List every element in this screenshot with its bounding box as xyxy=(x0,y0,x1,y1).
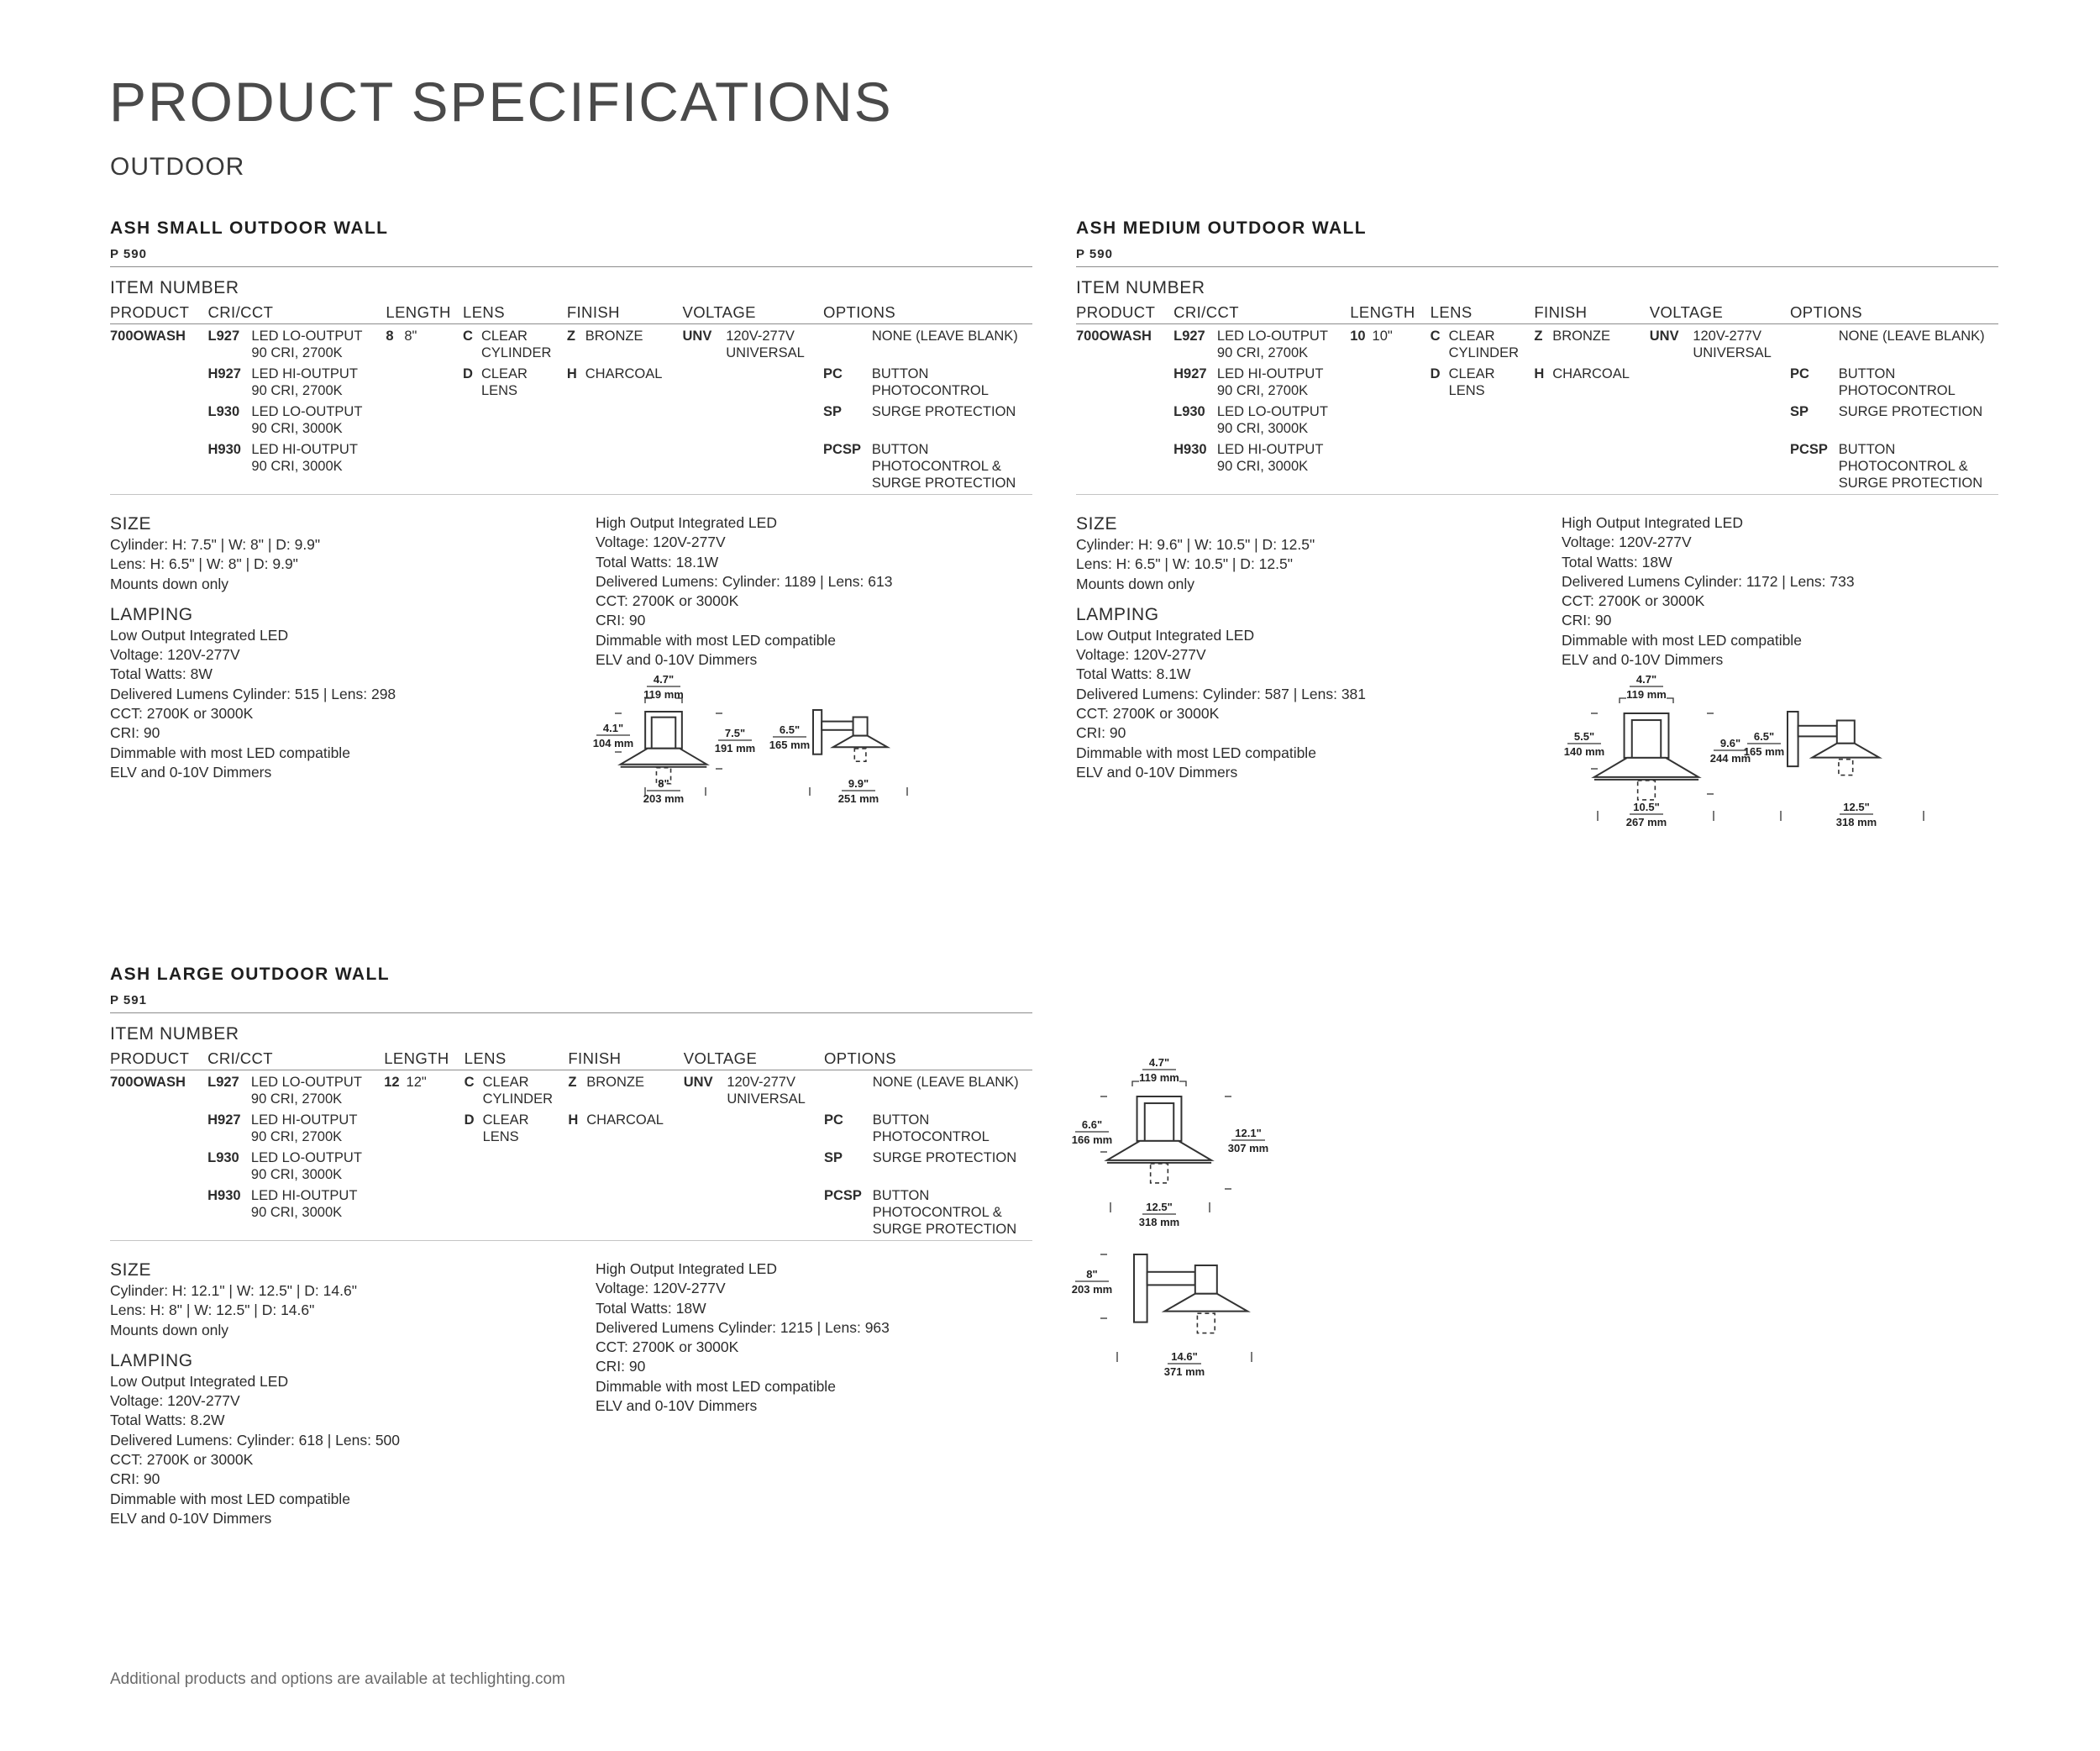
lens-height-label-in: 6.6" xyxy=(1081,1118,1103,1131)
column-header-length: LENGTH xyxy=(1350,303,1430,324)
cylinder-window xyxy=(1632,720,1662,758)
options-desc: BUTTON PHOTOCONTROL & SURGE PROTECTION xyxy=(872,1188,1017,1237)
cri_cct-code: L930 xyxy=(1173,404,1205,419)
table-row xyxy=(1076,324,1998,362)
column-header-cri-cct: CRI/CCT xyxy=(207,1049,384,1070)
size-line: Cylinder: H: 9.6" | W: 10.5" | D: 12.5" xyxy=(1076,536,1315,553)
column-header-length: LENGTH xyxy=(386,303,463,324)
high-output-line: CCT: 2700K or 3000K xyxy=(596,592,739,610)
cri_cct-desc: LED HI-OUTPUT 90 CRI, 3000K xyxy=(251,442,358,474)
length-desc: 10" xyxy=(1372,329,1393,344)
wall-plate-shape xyxy=(1788,712,1798,766)
item-number-table xyxy=(1076,303,1998,492)
depth-label-mm: 318 mm xyxy=(1835,816,1877,828)
product-title: ASH SMALL OUTDOOR WALL xyxy=(110,218,389,238)
base-width-label-mm: 318 mm xyxy=(1138,1216,1180,1228)
column-header-length: LENGTH xyxy=(384,1049,464,1070)
wall-plate-shape xyxy=(1134,1254,1147,1322)
high-output-column xyxy=(1562,513,1965,670)
cri_cct-desc: LED HI-OUTPUT 90 CRI, 3000K xyxy=(1216,442,1324,474)
options-desc: BUTTON PHOTOCONTROL & SURGE PROTECTION xyxy=(1838,442,1983,491)
high-output-line: Total Watts: 18W xyxy=(1562,553,1672,571)
lens-dashed-outline xyxy=(854,749,866,761)
high-output-column xyxy=(596,1259,999,1416)
cylinder-shape xyxy=(853,718,868,736)
item-number-heading: ITEM NUMBER xyxy=(1076,278,1205,297)
lens-code: C xyxy=(463,329,473,344)
lamping-heading: LAMPING xyxy=(110,604,193,624)
cri_cct-desc: LED HI-OUTPUT 90 CRI, 2700K xyxy=(251,366,358,398)
finish-desc: BRONZE xyxy=(1552,329,1610,344)
length-code: 12 xyxy=(384,1075,400,1090)
lens-shade xyxy=(1107,1141,1211,1160)
options-code xyxy=(823,324,872,362)
lens-height-label-in: 4.1" xyxy=(602,722,624,734)
lens-code: D xyxy=(463,366,473,381)
options-desc: BUTTON PHOTOCONTROL & SURGE PROTECTION xyxy=(871,442,1016,491)
column-header-finish: FINISH xyxy=(567,303,683,324)
low-output-line: Low Output Integrated LED xyxy=(110,626,289,644)
arm-shape xyxy=(1798,726,1837,737)
options-desc: SURGE PROTECTION xyxy=(1838,404,1983,419)
options-code: PCSP xyxy=(823,1188,862,1203)
arm-shape xyxy=(822,722,853,730)
column-header-product: PRODUCT xyxy=(110,303,208,324)
table-row xyxy=(1076,437,1998,492)
lens-height-label-mm: 166 mm xyxy=(1071,1133,1113,1146)
divider xyxy=(110,266,1032,267)
cylinder-height-label-in: 7.5" xyxy=(724,727,746,739)
size-line: Mounts down only xyxy=(110,575,229,592)
low-output-line: Dimmable with most LED compatible xyxy=(1076,744,1316,761)
cri_cct-code: H927 xyxy=(207,366,241,381)
options-code: PC xyxy=(823,1112,843,1128)
size-heading: SIZE xyxy=(110,514,152,534)
column-header-product: PRODUCT xyxy=(110,1049,207,1070)
item-number-table xyxy=(110,303,1032,492)
options-code: PC xyxy=(823,366,843,381)
product-code: 700OWASH xyxy=(110,1075,186,1090)
options-code: SP xyxy=(823,404,843,419)
front-width-label-in: 4.7" xyxy=(1148,1056,1170,1069)
finish-code: Z xyxy=(1534,329,1543,344)
cri_cct-desc: LED HI-OUTPUT 90 CRI, 2700K xyxy=(1216,366,1324,398)
high-output-line: Dimmable with most LED compatible xyxy=(596,631,836,649)
size-heading: SIZE xyxy=(1076,514,1118,534)
arm-shape xyxy=(1147,1272,1195,1286)
high-output-line: CRI: 90 xyxy=(596,612,646,629)
cri_cct-desc: LED HI-OUTPUT 90 CRI, 2700K xyxy=(250,1112,358,1144)
options-desc: BUTTON PHOTOCONTROL xyxy=(1838,366,1956,398)
size-line: Lens: H: 8" | W: 12.5" | D: 14.6" xyxy=(110,1301,315,1319)
side-height-label-in: 6.5" xyxy=(1753,730,1775,743)
depth-label-in: 9.9" xyxy=(848,777,869,790)
base-width-label-in: 8" xyxy=(658,777,669,790)
depth-label-in: 14.6" xyxy=(1171,1350,1198,1363)
cylinder-height-label-mm: 244 mm xyxy=(1709,752,1751,765)
product-title: ASH MEDIUM OUTDOOR WALL xyxy=(1076,218,1368,238)
low-output-line: CRI: 90 xyxy=(110,724,160,742)
voltage-code: UNV xyxy=(683,1075,713,1090)
size-lamping-column xyxy=(110,513,564,782)
cri_cct-desc: LED LO-OUTPUT 90 CRI, 3000K xyxy=(1216,404,1328,436)
high-output-line: Total Watts: 18W xyxy=(596,1299,706,1317)
dimension-tick xyxy=(1132,1081,1139,1086)
page-subtitle: OUTDOOR xyxy=(110,153,245,181)
side-height-label-mm: 165 mm xyxy=(769,739,811,751)
high-output-line: Voltage: 120V-277V xyxy=(596,534,726,551)
size-heading: SIZE xyxy=(110,1260,152,1280)
lens-code: D xyxy=(464,1112,475,1128)
options-code xyxy=(1790,324,1839,362)
voltage-desc: 120V-277V UNIVERSAL xyxy=(727,1075,806,1107)
dimension-tick xyxy=(1179,1081,1186,1086)
table-row xyxy=(110,324,1032,362)
cylinder-window xyxy=(1145,1103,1174,1141)
side-view-drawing xyxy=(1134,1254,1247,1333)
high-output-line: ELV and 0-10V Dimmers xyxy=(1562,651,1724,669)
front-width-label-mm: 119 mm xyxy=(1139,1071,1179,1084)
dimension-drawings xyxy=(588,670,924,817)
high-output-line: ELV and 0-10V Dimmers xyxy=(596,1397,758,1415)
lens-shade xyxy=(1812,744,1879,758)
options-code: SP xyxy=(823,1150,843,1165)
size-line: Cylinder: H: 7.5" | W: 8" | D: 9.9" xyxy=(110,536,321,553)
lens-shade xyxy=(621,749,707,765)
lens-code: C xyxy=(1430,329,1441,344)
side-height-label-mm: 203 mm xyxy=(1071,1283,1113,1296)
cylinder-shape xyxy=(1837,721,1855,744)
column-header-options: OPTIONS xyxy=(1790,303,1998,324)
column-header-finish: FINISH xyxy=(1534,303,1649,324)
column-header-lens: LENS xyxy=(463,303,567,324)
table-row xyxy=(110,1145,1032,1183)
cri_cct-desc: LED HI-OUTPUT 90 CRI, 3000K xyxy=(250,1188,358,1220)
dimension-tick xyxy=(1620,698,1626,703)
table-row xyxy=(110,1070,1032,1108)
high-output-line: CCT: 2700K or 3000K xyxy=(596,1338,739,1356)
side-height-label-in: 8" xyxy=(1086,1268,1098,1280)
cri_cct-code: L927 xyxy=(207,1075,239,1090)
front-width-label-in: 4.7" xyxy=(1635,673,1657,686)
divider xyxy=(110,1012,1032,1013)
size-line: Mounts down only xyxy=(110,1321,229,1338)
low-output-line: Delivered Lumens: Cylinder: 587 | Lens: 381 xyxy=(1076,685,1367,702)
table-row xyxy=(110,1183,1032,1238)
base-width-label-mm: 203 mm xyxy=(643,792,685,805)
size-line: Mounts down only xyxy=(1076,575,1195,592)
finish-desc: BRONZE xyxy=(585,329,643,344)
high-output-line: Delivered Lumens Cylinder: 1215 | Lens: 963 xyxy=(596,1318,890,1336)
options-desc: NONE (LEAVE BLANK) xyxy=(872,1075,1019,1090)
options-desc: SURGE PROTECTION xyxy=(872,1150,1017,1165)
low-output-line: CCT: 2700K or 3000K xyxy=(1076,705,1220,723)
cri_cct-desc: LED LO-OUTPUT 90 CRI, 2700K xyxy=(251,329,363,360)
finish-code: H xyxy=(566,366,577,381)
product-ash-large xyxy=(110,965,1032,1527)
base-width-label-in: 10.5" xyxy=(1633,801,1660,813)
lens-dashed-outline xyxy=(1839,760,1853,776)
low-output-line: Voltage: 120V-277V xyxy=(1076,646,1206,664)
lens-desc: CLEAR CYLINDER xyxy=(1448,329,1519,360)
cri_cct-desc: LED LO-OUTPUT 90 CRI, 3000K xyxy=(251,404,363,436)
cri_cct-code: L930 xyxy=(207,1150,239,1165)
lens-height-label-mm: 140 mm xyxy=(1563,745,1605,758)
high-output-line: High Output Integrated LED xyxy=(596,1260,777,1277)
high-output-line: Delivered Lumens Cylinder: 1172 | Lens: 733 xyxy=(1562,572,1855,590)
low-output-line: ELV and 0-10V Dimmers xyxy=(1076,763,1238,781)
low-output-line: ELV and 0-10V Dimmers xyxy=(110,763,272,781)
high-output-line: Dimmable with most LED compatible xyxy=(1562,631,1802,649)
low-output-line: CRI: 90 xyxy=(1076,724,1126,742)
finish-desc: CHARCOAL xyxy=(1552,366,1630,381)
voltage-code: UNV xyxy=(682,329,712,344)
high-output-line: CRI: 90 xyxy=(1562,612,1612,629)
lens-desc: CLEAR CYLINDER xyxy=(482,1075,553,1107)
cri_cct-code: H927 xyxy=(1173,366,1207,381)
options-code: SP xyxy=(1789,404,1809,419)
finish-code: Z xyxy=(568,1075,577,1090)
low-output-line: Voltage: 120V-277V xyxy=(110,646,240,664)
options-code xyxy=(824,1070,873,1108)
high-output-line: Delivered Lumens: Cylinder: 1189 | Lens: 613 xyxy=(596,572,893,590)
options-desc: NONE (LEAVE BLANK) xyxy=(1838,329,1985,344)
item-number-heading: ITEM NUMBER xyxy=(110,1024,239,1044)
depth-label-mm: 251 mm xyxy=(837,792,879,805)
size-line: Lens: H: 6.5" | W: 10.5" | D: 12.5" xyxy=(1076,555,1293,573)
lens-height-label-mm: 104 mm xyxy=(592,737,634,749)
column-header-cri-cct: CRI/CCT xyxy=(208,303,386,324)
lens-code: D xyxy=(1430,366,1441,381)
table-row xyxy=(1076,399,1998,437)
lens-dashed-outline xyxy=(1638,781,1656,800)
high-output-line: ELV and 0-10V Dimmers xyxy=(596,651,758,669)
side-height-label-mm: 165 mm xyxy=(1743,745,1785,758)
voltage-code: UNV xyxy=(1649,329,1679,344)
high-output-line: High Output Integrated LED xyxy=(1562,514,1743,531)
high-output-line: CRI: 90 xyxy=(596,1358,646,1375)
page-reference: P 591 xyxy=(110,993,147,1007)
cri_cct-desc: LED LO-OUTPUT 90 CRI, 2700K xyxy=(1216,329,1328,360)
side-view-drawing xyxy=(1788,712,1879,776)
high-output-line: CCT: 2700K or 3000K xyxy=(1562,592,1705,610)
size-line: Lens: H: 6.5" | W: 8" | D: 9.9" xyxy=(110,555,298,573)
options-desc: BUTTON PHOTOCONTROL xyxy=(871,366,989,398)
lens-dashed-outline xyxy=(1151,1164,1168,1183)
lamping-heading: LAMPING xyxy=(1076,604,1159,624)
low-output-line: Low Output Integrated LED xyxy=(110,1372,289,1390)
low-output-line: Low Output Integrated LED xyxy=(1076,626,1255,644)
column-header-voltage: VOLTAGE xyxy=(682,303,823,324)
length-desc: 8" xyxy=(404,329,417,344)
lens-code: C xyxy=(464,1075,475,1090)
cri_cct-code: H927 xyxy=(207,1112,241,1128)
high-output-line: Dimmable with most LED compatible xyxy=(596,1377,836,1395)
column-header-cri-cct: CRI/CCT xyxy=(1173,303,1350,324)
options-code: PC xyxy=(1789,366,1809,381)
cylinder-height-label-mm: 191 mm xyxy=(714,742,756,755)
front-view-drawing xyxy=(1107,1096,1211,1183)
low-output-line: Total Watts: 8W xyxy=(110,665,213,683)
lens-desc: CLEAR LENS xyxy=(1448,366,1495,398)
depth-label-in: 12.5" xyxy=(1843,801,1870,813)
table-row xyxy=(110,399,1032,437)
cri_cct-code: L927 xyxy=(1173,329,1205,344)
page-reference: P 590 xyxy=(1076,247,1113,261)
low-output-line: Total Watts: 8.2W xyxy=(110,1412,225,1429)
high-output-line: Voltage: 120V-277V xyxy=(1562,534,1692,551)
low-output-line: CCT: 2700K or 3000K xyxy=(110,1451,254,1469)
finish-desc: BRONZE xyxy=(586,1075,644,1090)
lamping-heading: LAMPING xyxy=(110,1350,193,1370)
footer-note: Additional products and options are available at techlighting.com xyxy=(110,1670,565,1688)
low-output-line: ELV and 0-10V Dimmers xyxy=(110,1509,272,1527)
product-title: ASH LARGE OUTDOOR WALL xyxy=(110,965,390,984)
table-row xyxy=(1076,361,1998,399)
cri_cct-desc: LED LO-OUTPUT 90 CRI, 3000K xyxy=(250,1150,362,1182)
low-output-line: Dimmable with most LED compatible xyxy=(110,1490,350,1507)
size-lamping-column xyxy=(1076,513,1530,782)
lens-desc: CLEAR CYLINDER xyxy=(480,329,552,360)
page-title: PRODUCT SPECIFICATIONS xyxy=(109,71,893,133)
lens-desc: CLEAR LENS xyxy=(480,366,528,398)
cri_cct-code: H930 xyxy=(207,1188,241,1203)
column-header-voltage: VOLTAGE xyxy=(684,1049,824,1070)
cri_cct-code: H930 xyxy=(1173,442,1207,457)
finish-desc: CHARCOAL xyxy=(586,1112,664,1128)
options-code: PCSP xyxy=(1789,442,1828,457)
low-output-line: CCT: 2700K or 3000K xyxy=(110,705,254,723)
high-output-line: Total Watts: 18.1W xyxy=(596,553,719,571)
column-header-voltage: VOLTAGE xyxy=(1650,303,1790,324)
finish-desc: CHARCOAL xyxy=(585,366,663,381)
front-view-drawing xyxy=(1594,713,1698,800)
voltage-desc: 120V-277V UNIVERSAL xyxy=(1693,329,1772,360)
table-row xyxy=(110,437,1032,492)
cylinder-shape xyxy=(1195,1265,1217,1294)
size-line: Cylinder: H: 12.1" | W: 12.5" | D: 14.6" xyxy=(110,1282,357,1299)
lens-shade xyxy=(1594,758,1698,777)
length-code: 10 xyxy=(1350,329,1366,344)
dimension-drawings xyxy=(1067,1053,1302,1397)
cri_cct-code: L927 xyxy=(207,329,240,344)
lens-shade xyxy=(833,736,888,748)
base-width-label-in: 12.5" xyxy=(1146,1201,1173,1213)
item-number-heading: ITEM NUMBER xyxy=(110,278,239,297)
column-header-lens: LENS xyxy=(1431,303,1535,324)
high-output-column xyxy=(596,513,999,670)
specs-section xyxy=(110,1241,1032,1527)
lens-desc: CLEAR LENS xyxy=(482,1112,529,1144)
cylinder-window xyxy=(652,718,676,749)
low-output-line: Delivered Lumens Cylinder: 515 | Lens: 298 xyxy=(110,685,396,702)
column-header-product: PRODUCT xyxy=(1076,303,1173,324)
cylinder-height-label-mm: 307 mm xyxy=(1227,1142,1269,1154)
high-output-line: Voltage: 120V-277V xyxy=(596,1280,726,1297)
item-number-table xyxy=(110,1049,1032,1238)
low-output-line: Voltage: 120V-277V xyxy=(110,1392,240,1410)
low-output-line: Delivered Lumens: Cylinder: 618 | Lens: 500 xyxy=(110,1431,401,1449)
product-code: 700OWASH xyxy=(1076,329,1152,344)
dimension-tick xyxy=(1667,698,1673,703)
high-output-line: High Output Integrated LED xyxy=(596,514,777,531)
finish-code: H xyxy=(1534,366,1545,381)
lens-shade xyxy=(1164,1294,1247,1312)
product-code: 700OWASH xyxy=(110,329,186,344)
divider xyxy=(1076,266,1998,267)
column-header-options: OPTIONS xyxy=(823,303,1032,324)
low-output-line: Dimmable with most LED compatible xyxy=(110,744,350,761)
finish-code: H xyxy=(568,1112,579,1128)
front-width-label-mm: 119 mm xyxy=(643,688,684,701)
front-width-label-in: 4.7" xyxy=(653,673,675,686)
cylinder-height-label-in: 9.6" xyxy=(1719,737,1741,749)
lens-dashed-outline xyxy=(1197,1313,1215,1333)
finish-code: Z xyxy=(566,329,575,344)
side-height-label-in: 6.5" xyxy=(779,723,801,736)
base-width-label-mm: 267 mm xyxy=(1625,816,1667,828)
length-desc: 12" xyxy=(406,1075,427,1090)
options-desc: SURGE PROTECTION xyxy=(871,404,1016,419)
size-lamping-column xyxy=(110,1259,564,1528)
low-output-line: CRI: 90 xyxy=(110,1470,160,1488)
voltage-desc: 120V-277V UNIVERSAL xyxy=(726,329,805,360)
lens-height-label-in: 5.5" xyxy=(1573,730,1595,743)
dimension-drawings xyxy=(1554,670,1957,838)
options-desc: BUTTON PHOTOCONTROL xyxy=(872,1112,990,1144)
front-width-label-mm: 119 mm xyxy=(1626,688,1667,701)
options-desc: NONE (LEAVE BLANK) xyxy=(871,329,1018,344)
side-view-drawing xyxy=(813,710,887,761)
page-reference: P 590 xyxy=(110,247,147,261)
options-code: PCSP xyxy=(823,442,861,457)
table-row xyxy=(110,1107,1032,1145)
depth-label-mm: 371 mm xyxy=(1163,1365,1205,1378)
cylinder-height-label-in: 12.1" xyxy=(1235,1127,1262,1139)
cri_cct-code: L930 xyxy=(207,404,240,419)
cri_cct-code: H930 xyxy=(207,442,241,457)
column-header-options: OPTIONS xyxy=(824,1049,1032,1070)
low-output-line: Total Watts: 8.1W xyxy=(1076,665,1191,683)
cri_cct-desc: LED LO-OUTPUT 90 CRI, 2700K xyxy=(250,1075,362,1107)
column-header-finish: FINISH xyxy=(568,1049,683,1070)
length-code: 8 xyxy=(386,329,394,344)
wall-plate-shape xyxy=(813,710,822,755)
column-header-lens: LENS xyxy=(465,1049,569,1070)
table-row xyxy=(110,361,1032,399)
